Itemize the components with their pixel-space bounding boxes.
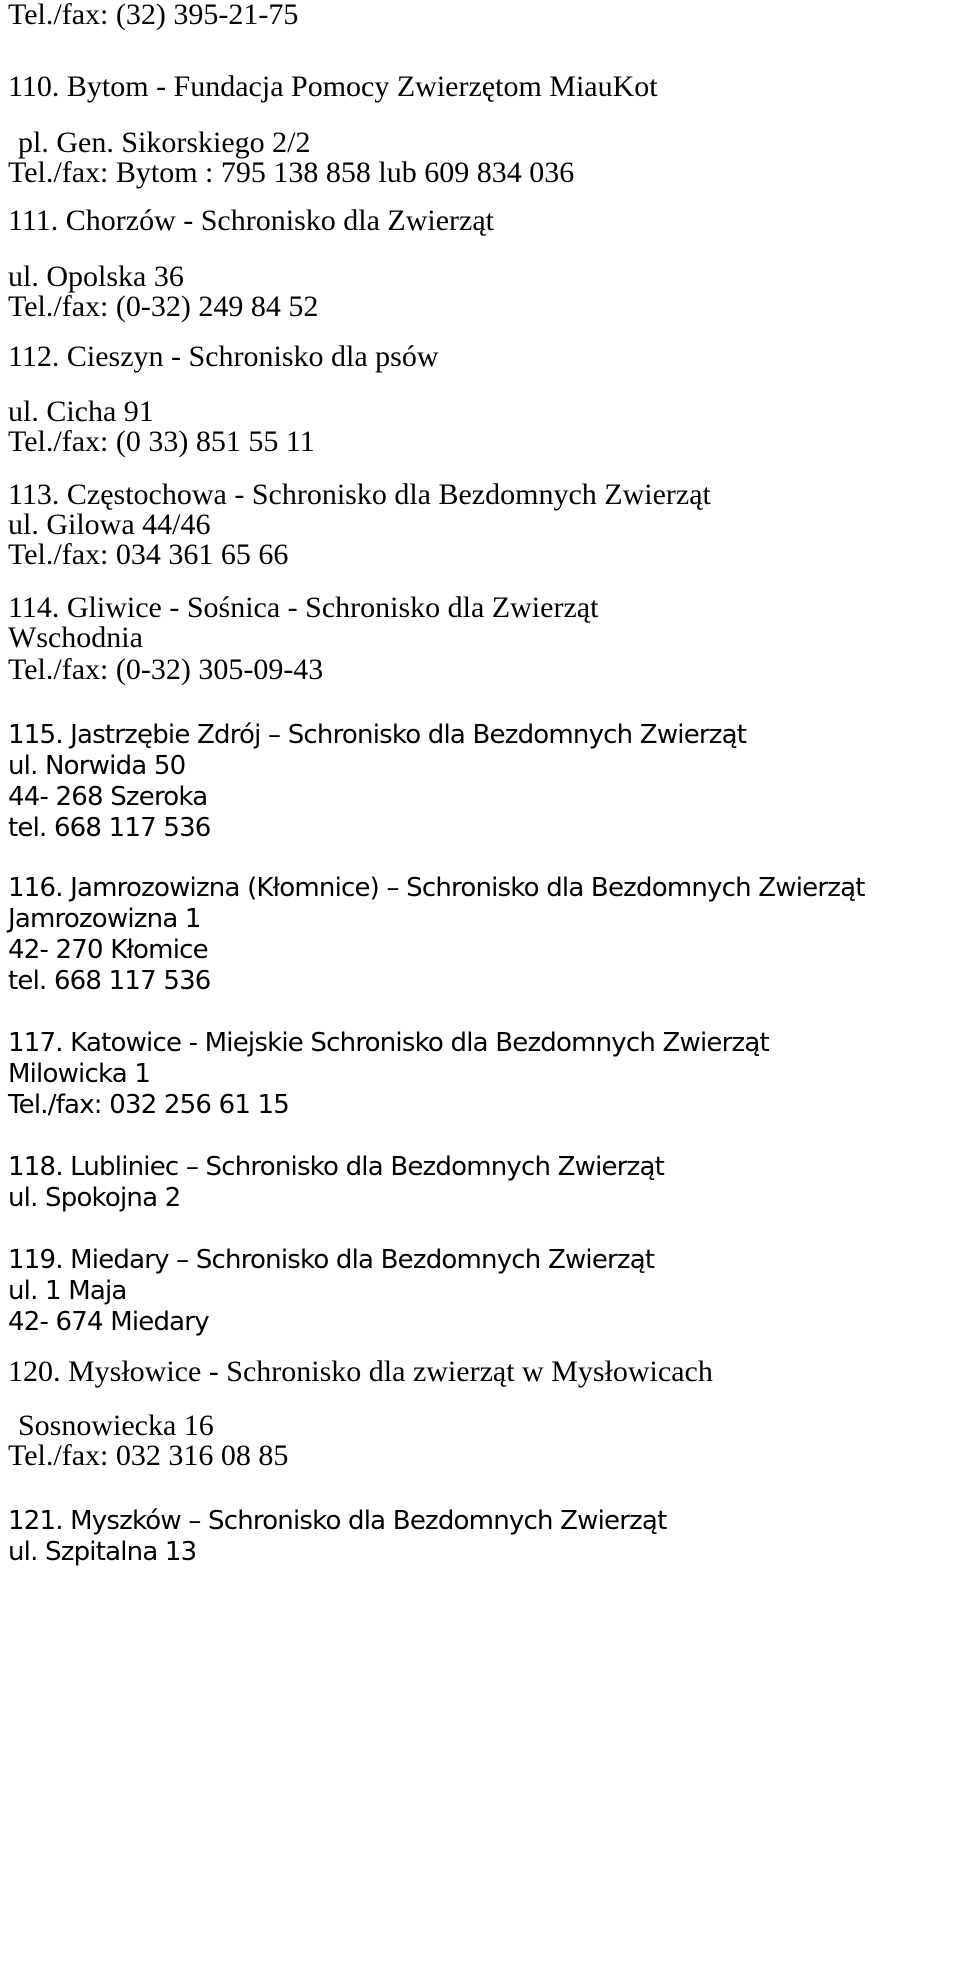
entry-121-address: ul. Szpitalna 13 [8,1537,197,1567]
entry-119-postal: 42- 674 Miedary [8,1307,209,1337]
entry-111-address: ul. Opolska 36 [8,260,184,293]
entry-117-title: 117. Katowice - Miejskie Schronisko dla Bezdomnych Zwierząt [8,1028,769,1058]
entry-114-phone: Tel./fax: (0-32) 305-09-43 [8,653,324,686]
entry-113-title: 113. Częstochowa - Schronisko dla Bezdomnych Zwierząt [8,478,711,511]
entry-111-phone: Tel./fax: (0-32) 249 84 52 [8,290,319,323]
entry-121-title: 121. Myszków – Schronisko dla Bezdomnych Zwierząt [8,1506,667,1536]
entry-110-phone: Tel./fax: Bytom : 795 138 858 lub 609 834 036 [8,156,575,189]
entry-115-phone: tel. 668 117 536 [8,813,211,843]
entry-116-title: 116. Jamrozowizna (Kłomnice) – Schronisko dla Bezdomnych Zwierząt [8,873,865,903]
entry-113-address: ul. Gilowa 44/46 [8,508,211,541]
entry-110-address: pl. Gen. Sikorskiego 2/2 [18,126,311,159]
entry-109-phone: Tel./fax: (32) 395-21-75 [8,0,299,31]
entry-120-address: Sosnowiecka 16 [18,1409,214,1442]
entry-113-phone: Tel./fax: 034 361 65 66 [8,538,289,571]
entry-115-address: ul. Norwida 50 [8,751,186,781]
entry-118-address: ul. Spokojna 2 [8,1183,181,1213]
entry-117-address: Milowicka 1 [8,1059,151,1089]
entry-120-phone: Tel./fax: 032 316 08 85 [8,1439,289,1472]
entry-120-title: 120. Mysłowice - Schronisko dla zwierząt w Mysłowicach [8,1355,713,1388]
entry-118-title: 118. Lubliniec – Schronisko dla Bezdomnych Zwierząt [8,1152,664,1182]
entry-114-title: 114. Gliwice - Sośnica - Schronisko dla Zwierząt [8,591,599,624]
entry-119-title: 119. Miedary – Schronisko dla Bezdomnych Zwierząt [8,1245,655,1275]
entry-111-title: 111. Chorzów - Schronisko dla Zwierząt [8,204,494,237]
entry-116-phone: tel. 668 117 536 [8,966,211,996]
entry-110-title: 110. Bytom - Fundacja Pomocy Zwierzętom MiauKot [8,70,658,103]
entry-117-phone: Tel./fax: 032 256 61 15 [8,1090,290,1120]
entry-116-address: Jamrozowizna 1 [8,904,201,934]
entry-115-postal: 44- 268 Szeroka [8,782,208,812]
entry-116-postal: 42- 270 Kłomice [8,935,208,965]
entry-119-address: ul. 1 Maja [8,1276,127,1306]
entry-112-address: ul. Cicha 91 [8,395,154,428]
entry-112-title: 112. Cieszyn - Schronisko dla psów [8,340,439,373]
entry-114-address: Wschodnia [8,621,143,654]
entry-112-phone: Tel./fax: (0 33) 851 55 11 [8,425,315,458]
entry-115-title: 115. Jastrzębie Zdrój – Schronisko dla Bezdomnych Zwierząt [8,720,747,750]
